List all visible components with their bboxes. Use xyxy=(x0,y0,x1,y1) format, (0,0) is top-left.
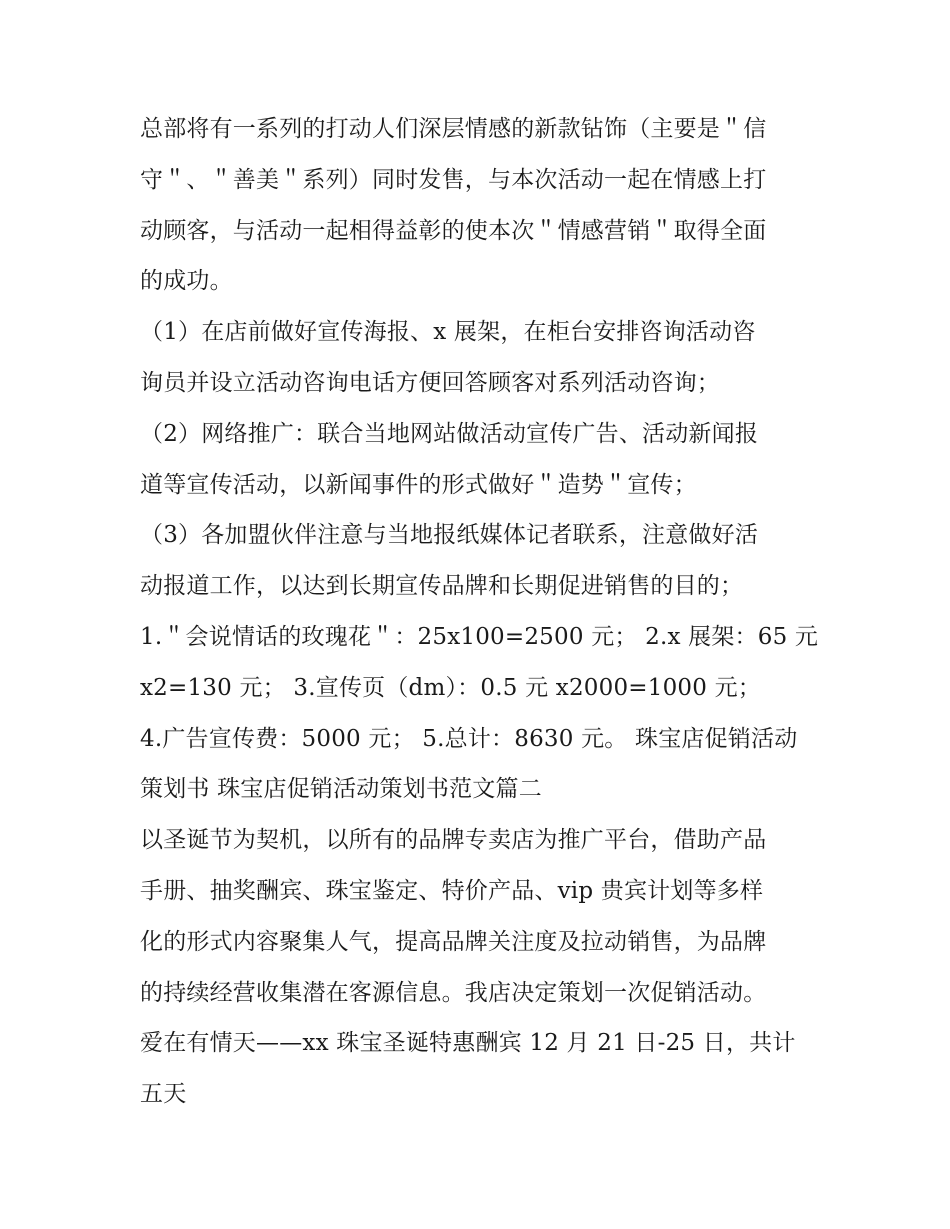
text-line: 五天 xyxy=(140,1081,187,1108)
text-line: 询员并设立活动咨询电话方便回答顾客对系列活动咨询； xyxy=(140,369,720,396)
text-line: 手册、抽奖酬宾、珠宝鉴定、特价产品、vip 贵宾计划等多样 xyxy=(140,877,764,904)
text-line: 的持续经营收集潜在客源信息。我店决定策划一次促销活动。 xyxy=(140,979,767,1006)
text-line: 1.＂会说情话的玫瑰花＂：25x100=2500 元； 2.x 展架：65 元 xyxy=(140,623,819,650)
text-line: （1）在店前做好宣传海报、x 展架，在柜台安排咨询活动咨 xyxy=(140,319,756,346)
text-line: 的成功。 xyxy=(140,268,233,295)
text-line: 爱在有情天——xx 珠宝圣诞特惠酬宾 12 月 21 日-25 日，共计 xyxy=(140,1030,796,1057)
text-line: （2）网络推广：联合当地网站做活动宣传广告、活动新闻报 xyxy=(140,420,759,447)
text-line: 总部将有一系列的打动人们深层情感的新款钻饰（主要是＂信 xyxy=(140,116,767,142)
text-line: 策划书 珠宝店促销活动策划书范文篇二 xyxy=(140,776,542,803)
text-line: 动报道工作，以达到长期宣传品牌和长期促进销售的目的； xyxy=(140,573,744,600)
text-line: （3）各加盟伙伴注意与当地报纸媒体记者联系，注意做好活 xyxy=(140,522,759,549)
text-line: x2=130 元； 3.宣传页（dm）：0.5 元 x2000=1000 元； xyxy=(140,674,761,701)
text-line: 以圣诞节为契机，以所有的品牌专卖店为推广平台，借助产品 xyxy=(140,827,767,854)
text-line: 动顾客，与活动一起相得益彰的使本次＂情感营销＂取得全面 xyxy=(140,217,767,244)
text-line: 4.广告宣传费：5000 元； 5.总计：8630 元。 珠宝店促销活动 xyxy=(140,725,798,752)
text-line: 道等宣传活动，以新闻事件的形式做好＂造势＂宣传； xyxy=(140,471,697,498)
document-body xyxy=(140,104,820,1120)
text-line: 化的形式内容聚集人气，提高品牌关注度及拉动销售，为品牌 xyxy=(140,928,767,955)
text-line: 守＂、＂善美＂系列）同时发售，与本次活动一起在情感上打 xyxy=(140,166,767,193)
